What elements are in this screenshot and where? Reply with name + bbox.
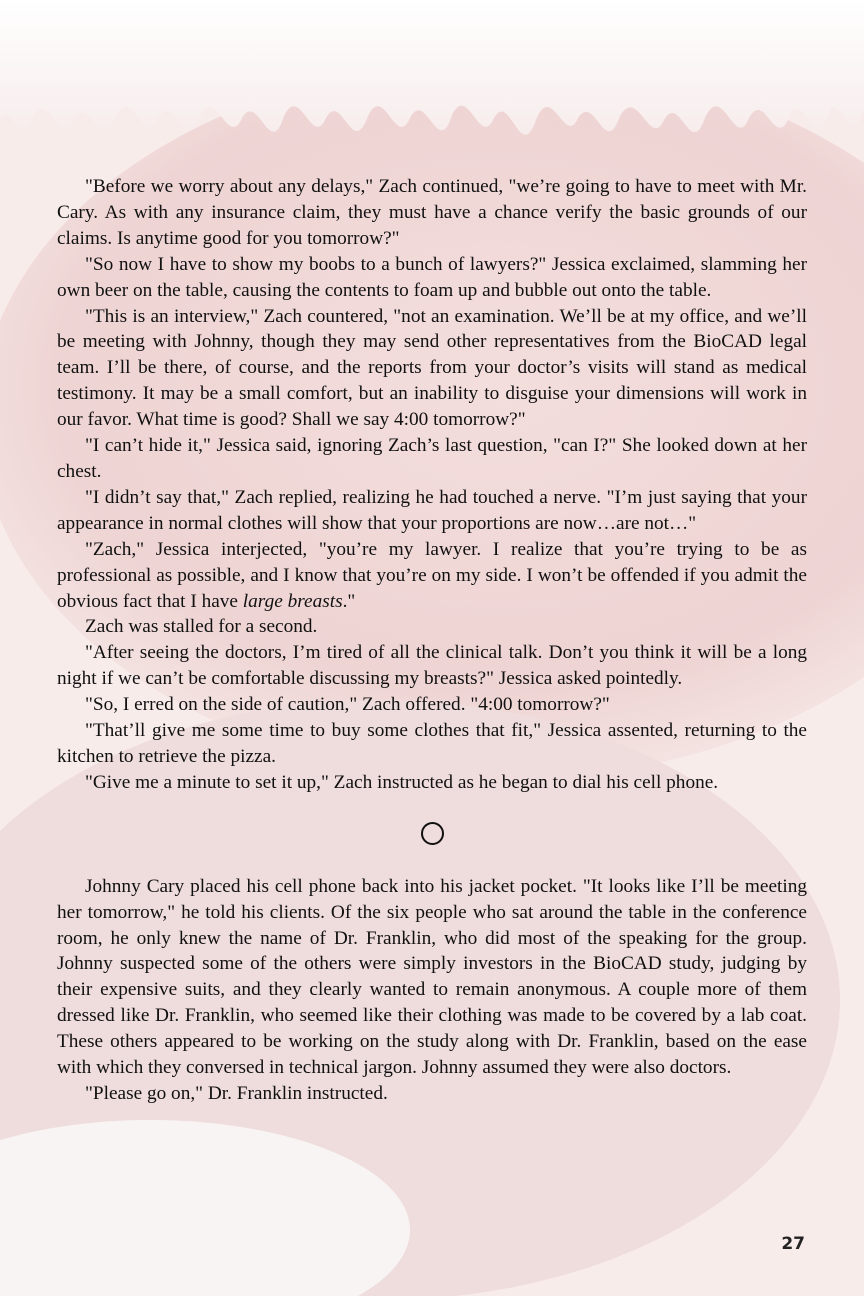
paragraph: "Before we worry about any delays," Zach continued, "we’re going to have to meet with Mr. Cary. As with any insurance claim, they must have a chance verify the basic grounds of our claims. Is anytime good for you tomorrow?": [57, 176, 807, 249]
paragraph: "I didn’t say that," Zach replied, realizing he had touched a nerve. "I’m just saying that your appearance in normal clothes will show that your proportions are now…are not…": [57, 486, 807, 534]
emphasis-text: large breasts: [242, 590, 343, 612]
paragraph: "Please go on," Dr. Franklin instructed.: [85, 1083, 388, 1104]
paragraph: "So now I have to show my boobs to a bunch of lawyers?" Jessica exclaimed, slamming her own beer on the table, causing the contents to foam up and bubble out onto the table.: [57, 253, 807, 301]
paragraph: "I can’t hide it," Jessica said, ignoring Zach’s last question, "can I?" She looked down at her chest.: [57, 435, 807, 482]
paragraph: Johnny Cary placed his cell phone back into his jacket pocket. "It looks like I’ll be meeting her tomorrow," he told his clients. Of the six people who sat around the table in the conference room, he only knew the name of Dr. Franklin, who did most of the speaking for the group. Johnny suspected some of the others were simply investors in the BioCAD study, judging by their expensive suits, and they clearly wanted to remain anonymous. A couple more of them dressed like Dr. Franklin, who seemed like their clothing was made to be covered by a lab coat. These others appeared to be working on the study along with Dr. Franklin, based on the ease with which they conversed in technical jargon. Johnny assumed they were also doctors.: [57, 875, 807, 1079]
paragraph: [57, 537, 807, 615]
paragraph: "So, I erred on the side of caution," Zach offered. "4:00 tomorrow?": [85, 694, 610, 716]
paragraph-text: "Zach," Jessica interjected, "you’re my lawyer. I realize that you’re trying to be as professional as possible, and I know that you’re on my side. I won’t be offended if you admit the obvious fact that I have: [57, 538, 807, 612]
paragraph: "After seeing the doctors, I’m tired of all the clinical talk. Don’t you think it will be a long night if we can’t be comfortable discussing my breasts?" Jessica asked pointedly.: [57, 642, 807, 690]
page-text: [57, 174, 807, 1107]
paragraph: "Give me a minute to set it up," Zach instructed as he began to dial his cell phone.: [85, 771, 719, 793]
circle-icon: [421, 822, 444, 845]
paragraph: "That’ll give me some time to buy some clothes that fit," Jessica assented, returning to the kitchen to retrieve the pizza.: [57, 720, 807, 767]
paragraph-text: .": [342, 590, 356, 612]
section-divider: [57, 796, 807, 874]
page-number: 27: [781, 1234, 805, 1254]
paragraph: "This is an interview," Zach countered, "not an examination. We’ll be at my office, and we’ll be meeting with Johnny, though they may send other representatives from the BioCAD legal team. I’ll be there, of course, and the reports from your doctor’s visits will stand as medical testimony. It may be a small comfort, but an inability to disguise your dimensions will work in our favor. What time is good? Shall we say 4:00 tomorrow?": [57, 305, 807, 431]
paragraph: Zach was stalled for a second.: [85, 616, 318, 638]
